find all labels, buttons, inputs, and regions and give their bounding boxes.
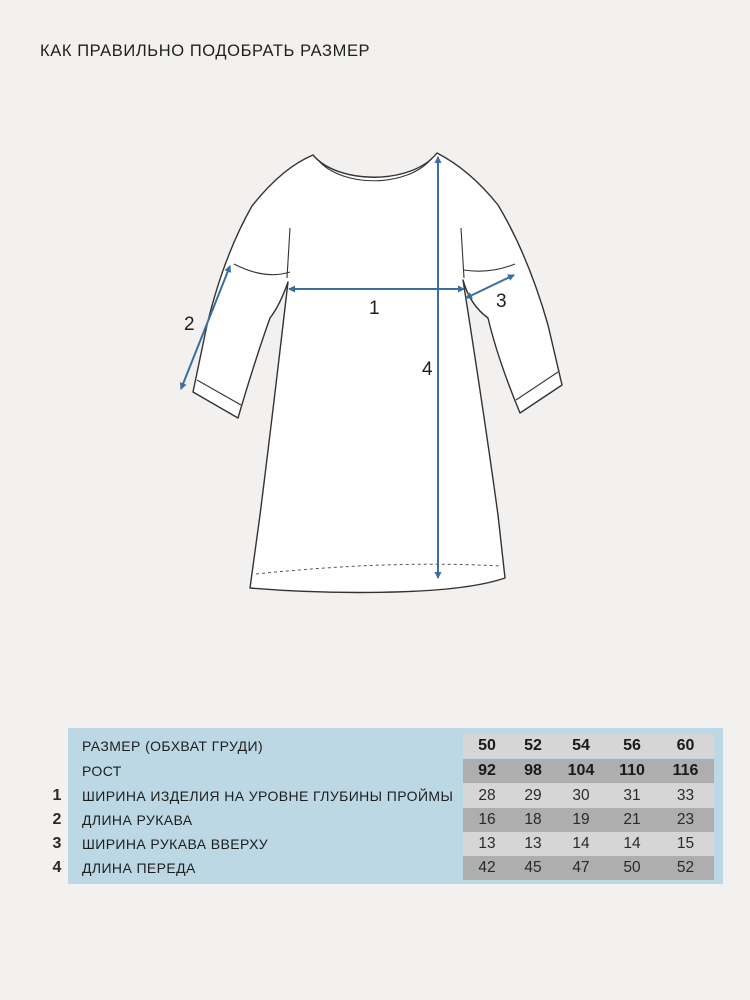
measure-cell: 23 (676, 811, 695, 828)
measure-label-2: 2 (184, 314, 195, 335)
measure-cell: 42 (478, 859, 496, 876)
size-cell: 56 (623, 737, 641, 754)
measure-cell: 47 (572, 859, 590, 876)
row-label: РАЗМЕР (ОБХВАТ ГРУДИ) (82, 738, 264, 754)
measure-cell: 50 (623, 859, 641, 876)
measure-label-3: 3 (496, 291, 507, 312)
row-number: 4 (52, 859, 62, 876)
measure-cell: 19 (572, 811, 590, 828)
size-row (68, 734, 723, 758)
row-values (463, 759, 714, 783)
measure-cell: 52 (676, 859, 695, 876)
measure-cell: 28 (478, 787, 496, 804)
measure-cell: 13 (478, 835, 496, 852)
measure-cell: 15 (676, 835, 695, 852)
size-cell: 52 (524, 737, 542, 754)
measure-cell: 30 (572, 787, 590, 804)
measure-cell: 29 (524, 787, 542, 804)
measure-cell: 33 (676, 787, 695, 804)
measure-label-4: 4 (422, 359, 433, 380)
height-row (68, 759, 723, 783)
row-values (463, 734, 714, 758)
measure-cell: 18 (524, 811, 542, 828)
measure-cell: 45 (524, 859, 542, 876)
height-cell: 104 (567, 762, 595, 779)
row-values (463, 832, 714, 856)
garment-outline (193, 153, 562, 593)
measure-cell: 13 (524, 835, 542, 852)
row-label: ДЛИНА ПЕРЕДА (82, 860, 196, 876)
height-cell: 110 (619, 762, 645, 779)
size-cell: 50 (478, 737, 496, 754)
row-number: 1 (52, 787, 62, 804)
height-cell: 98 (524, 762, 542, 779)
measure-row-2 (68, 808, 723, 832)
size-table (68, 728, 723, 884)
measure-row-3 (68, 832, 723, 856)
row-label: ШИРИНА ИЗДЕЛИЯ НА УРОВНЕ ГЛУБИНЫ ПРОЙМЫ (82, 788, 454, 804)
measure-row-4 (68, 856, 723, 880)
measure-label-1: 1 (369, 298, 380, 319)
size-cell: 60 (676, 737, 695, 754)
page-title: КАК ПРАВИЛЬНО ПОДОБРАТЬ РАЗМЕР (40, 42, 371, 60)
measure-cell: 31 (623, 787, 641, 804)
measure-cell: 16 (478, 811, 496, 828)
measure-cell: 14 (572, 835, 590, 852)
measure-cell: 21 (623, 811, 641, 828)
measure-row-1 (68, 784, 723, 808)
row-label: ШИРИНА РУКАВА ВВЕРХУ (82, 836, 269, 852)
row-label: ДЛИНА РУКАВА (82, 812, 193, 828)
row-label: РОСТ (82, 763, 122, 779)
size-cell: 54 (572, 737, 590, 754)
row-values (463, 808, 714, 832)
row-values (463, 856, 714, 880)
height-cell: 116 (672, 762, 699, 779)
height-cell: 92 (478, 762, 496, 779)
measure-cell: 14 (623, 835, 641, 852)
row-number: 3 (52, 835, 62, 852)
row-number: 2 (52, 811, 62, 828)
row-values (463, 784, 714, 808)
